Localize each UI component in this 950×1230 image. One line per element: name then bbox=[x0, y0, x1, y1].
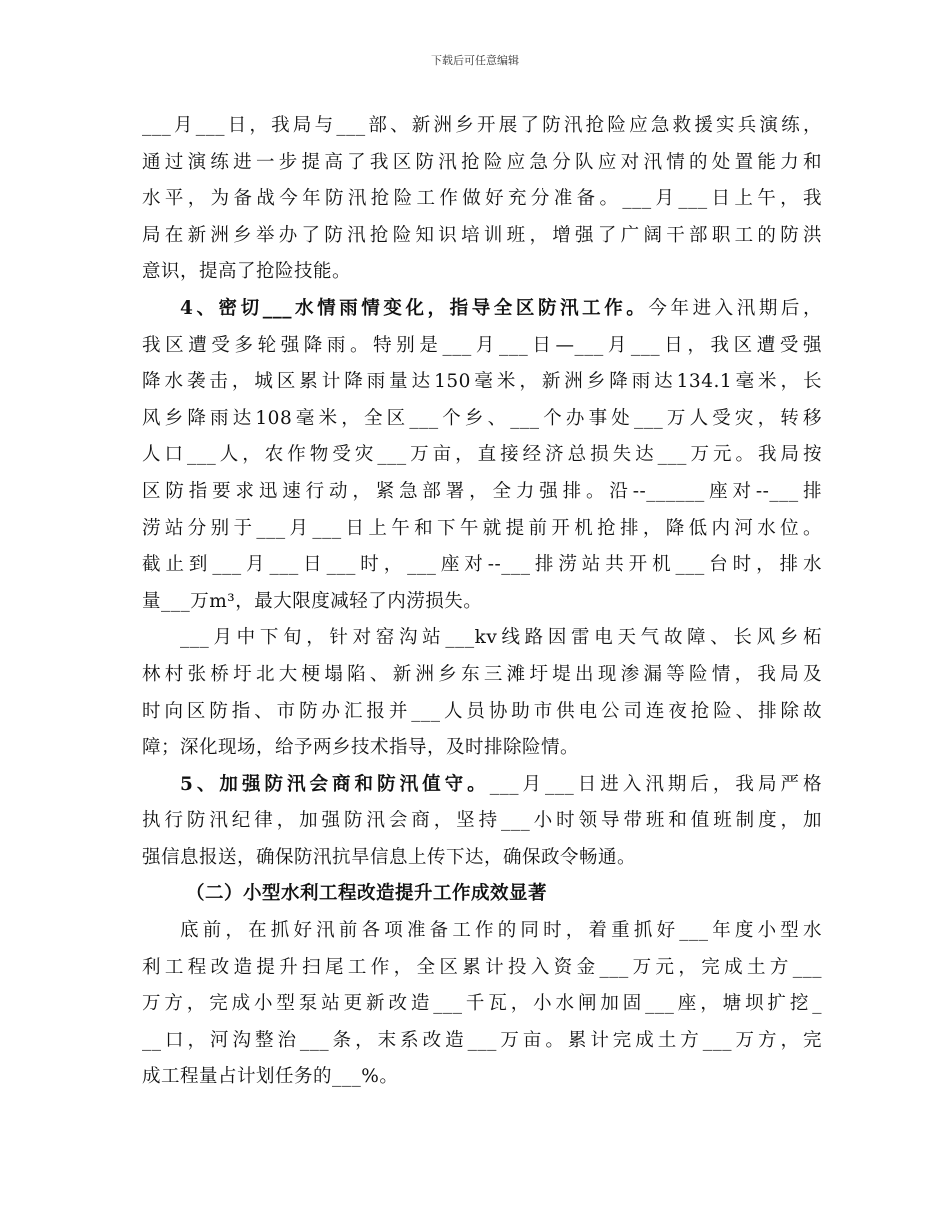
section-heading: （二）小型水利工程改造提升工作成效显著 bbox=[186, 883, 548, 905]
line-text: 执行防汛纪律，加强防汛会商，坚持___小时领导带班和值班制度，加 bbox=[142, 810, 822, 832]
text-line bbox=[142, 620, 822, 657]
document-body bbox=[142, 108, 822, 1096]
text-line bbox=[142, 584, 822, 621]
line-text: 水平，为备战今年防汛抢险工作做好充分准备。___月___日上午，我 bbox=[142, 188, 822, 210]
text-line bbox=[142, 547, 822, 584]
line-text: 截止到___月___日___时，___座对--___排涝站共开机___台时，排水 bbox=[142, 554, 822, 576]
line-text: 风乡降雨达108毫米，全区___个乡、___个办事处___万人受灾，转移 bbox=[142, 407, 822, 429]
text-line bbox=[142, 986, 822, 1023]
line-text: 障；深化现场，给予两乡技术指导，及时排除险情。 bbox=[142, 737, 580, 759]
line-text: 强信息报送，确保防汛抗旱信息上传下达，确保政令畅通。 bbox=[142, 846, 637, 868]
text-line bbox=[142, 840, 822, 877]
line-text: 万方，完成小型泵站更新改造___千瓦，小水闸加固___座，塘坝扩挖_ bbox=[142, 993, 822, 1015]
line-text: 局在新洲乡举办了防汛抢险知识培训班，增强了广阔干部职工的防洪 bbox=[142, 224, 822, 246]
line-text: 人口___人，农作物受灾___万亩，直接经济总损失达___万元。我局按 bbox=[142, 444, 822, 466]
line-text: 成工程量占计划任务的___%。 bbox=[142, 1066, 399, 1088]
line-text: 量___万m³，最大限度减轻了内涝损失。 bbox=[142, 590, 483, 612]
text-line bbox=[142, 254, 822, 291]
line-text: ___月中下旬，针对窑沟站___kv线路因雷电天气故障、长风乡柘 bbox=[180, 627, 822, 649]
line-text: 林村张桥圩北大梗塌陷、新洲乡东三滩圩堤出现渗漏等险情，我局及 bbox=[142, 663, 822, 685]
line-text: 时向区防指、市防办汇报并___人员协助市供电公司连夜抢险、排除故 bbox=[142, 700, 822, 722]
line-text: 降水袭击，城区累计降雨量达150毫米，新洲乡降雨达134.1毫米，长 bbox=[142, 371, 822, 393]
text-line bbox=[142, 657, 822, 694]
page-header: 下载后可任意编辑 bbox=[431, 54, 519, 67]
line-text: 区防指要求迅速行动，紧急部署，全力强排。沿--______座对--___排 bbox=[142, 480, 822, 502]
text-line bbox=[142, 108, 822, 145]
line-text: 通过演练进一步提高了我区防汛抢险应急分队应对汛情的处置能力和 bbox=[142, 151, 822, 173]
text-line bbox=[142, 218, 822, 255]
text-line bbox=[142, 950, 822, 987]
line-text: 今年进入汛期后， bbox=[648, 297, 822, 319]
line-text: 意识，提高了抢险技能。 bbox=[142, 261, 352, 283]
text-line bbox=[142, 1059, 822, 1096]
line-text: 底前，在抓好汛前各项准备工作的同时，着重抓好___年度小型水 bbox=[180, 920, 822, 942]
line-text: 涝站分别于___月___日上午和下午就提前开机抢排，降低内河水位。 bbox=[142, 517, 822, 539]
text-line bbox=[142, 803, 822, 840]
text-line bbox=[142, 1023, 822, 1060]
line-text: 我区遭受多轮强降雨。特别是___月___日—___月___日，我区遭受强 bbox=[142, 334, 822, 356]
text-line bbox=[142, 401, 822, 438]
line-text: ___月___日，我局与___部、新洲乡开展了防汛抢险应急救援实兵演练， bbox=[142, 115, 822, 136]
line-text: 利工程改造提升扫尾工作，全区累计投入资金___万元，完成土方___ bbox=[142, 956, 822, 978]
text-line bbox=[142, 511, 822, 548]
text-line bbox=[142, 291, 822, 328]
text-line bbox=[142, 364, 822, 401]
text-line bbox=[142, 145, 822, 182]
text-line bbox=[142, 474, 822, 511]
paragraph-heading: 4、密切___水情雨情变化，指导全区防汛工作。 bbox=[180, 297, 649, 319]
text-line bbox=[142, 437, 822, 474]
text-line bbox=[142, 181, 822, 218]
text-line bbox=[142, 913, 822, 950]
line-text: ___月___日进入汛期后，我局严格 bbox=[489, 773, 822, 795]
line-text: __口，河沟整治___条，末系改造___万亩。累计完成土方___万方，完 bbox=[142, 1029, 822, 1051]
text-line bbox=[142, 694, 822, 731]
text-line bbox=[142, 767, 822, 804]
text-line bbox=[142, 328, 822, 365]
text-line bbox=[142, 730, 822, 767]
paragraph-heading: 5、加强防汛会商和防汛值守。 bbox=[180, 773, 490, 795]
